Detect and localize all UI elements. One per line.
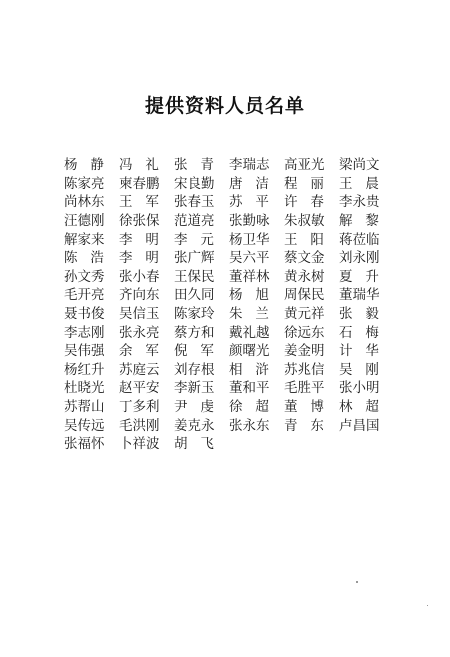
name-cell: 吴信玉	[119, 306, 160, 323]
name-cell: 张小春	[119, 268, 160, 285]
name-row	[64, 398, 404, 417]
name-cell: 姜金明	[284, 343, 325, 360]
name-cell: 王保民	[174, 268, 215, 285]
name-row	[64, 416, 404, 435]
name-row	[64, 361, 404, 380]
name-cell: 计华	[339, 343, 392, 360]
name-cell: 倪军	[174, 343, 227, 360]
name-cell: 颜曙光	[229, 343, 270, 360]
name-cell: 石梅	[339, 324, 392, 341]
name-cell: 王晨	[339, 175, 392, 192]
name-cell: 张毅	[339, 306, 392, 323]
name-cell: 吴六平	[229, 250, 270, 267]
name-row	[64, 249, 404, 268]
name-list	[64, 156, 404, 454]
name-cell: 张勤咏	[229, 213, 270, 230]
name-cell: 张广辉	[174, 250, 215, 267]
scan-speck	[356, 581, 358, 583]
name-row	[64, 212, 404, 231]
name-cell: 冯礼	[119, 157, 172, 174]
name-cell: 陈家亮	[64, 175, 105, 192]
name-cell: 杜晓光	[64, 380, 105, 397]
name-cell: 宋良勤	[174, 175, 215, 192]
name-cell: 王军	[119, 194, 172, 211]
name-cell: 苏庭云	[119, 361, 160, 378]
name-cell: 刘永刚	[339, 250, 380, 267]
name-cell: 孙文秀	[64, 268, 105, 285]
name-row	[64, 286, 404, 305]
name-row	[64, 342, 404, 361]
name-cell: 张福怀	[64, 436, 105, 453]
name-cell: 田久同	[174, 287, 215, 304]
name-cell: 李新玉	[174, 380, 215, 397]
name-cell: 余军	[119, 343, 172, 360]
name-cell: 董和平	[229, 380, 270, 397]
name-row	[64, 323, 404, 342]
name-cell: 程丽	[284, 175, 337, 192]
name-cell: 张小明	[339, 380, 380, 397]
name-cell: 李明	[119, 231, 172, 248]
name-cell: 相浒	[229, 361, 282, 378]
name-cell: 董祥林	[229, 268, 270, 285]
name-row	[64, 305, 404, 324]
name-cell: 张春玉	[174, 194, 215, 211]
name-cell: 李元	[174, 231, 227, 248]
name-cell: 唐洁	[229, 175, 282, 192]
name-cell: 董博	[284, 399, 337, 416]
name-cell: 解黎	[339, 213, 392, 230]
name-cell: 朱兰	[229, 306, 282, 323]
name-cell: 苏平	[229, 194, 282, 211]
name-row	[64, 268, 404, 287]
name-row	[64, 193, 404, 212]
name-cell: 卢昌国	[339, 417, 380, 434]
name-cell: 毛洪刚	[119, 417, 160, 434]
name-row	[64, 230, 404, 249]
name-cell: 蒋莅临	[339, 231, 380, 248]
name-row	[64, 435, 404, 454]
name-cell: 李志刚	[64, 324, 105, 341]
name-cell: 吴刚	[339, 361, 392, 378]
name-cell: 赵平安	[119, 380, 160, 397]
name-cell: 卜祥波	[119, 436, 160, 453]
name-cell: 蔡文金	[284, 250, 325, 267]
name-cell: 董瑞华	[339, 287, 380, 304]
name-cell: 范道亮	[174, 213, 215, 230]
name-cell: 聂书俊	[64, 306, 105, 323]
name-cell: 黄永树	[284, 268, 325, 285]
name-cell: 梁尚文	[339, 157, 380, 174]
name-cell: 王阳	[284, 231, 337, 248]
name-row	[64, 156, 404, 175]
name-cell: 刘存根	[174, 361, 215, 378]
name-cell: 吴传远	[64, 417, 105, 434]
name-cell: 齐向东	[119, 287, 160, 304]
name-row	[64, 175, 404, 194]
name-cell: 戴礼越	[229, 324, 270, 341]
name-cell: 周保民	[284, 287, 325, 304]
name-cell: 青东	[284, 417, 337, 434]
name-cell: 徐远东	[284, 324, 325, 341]
name-cell: 姜克永	[174, 417, 215, 434]
name-cell: 陈家玲	[174, 306, 215, 323]
page-title: 提供资料人员名单	[144, 95, 305, 117]
name-cell: 张青	[174, 157, 227, 174]
name-cell: 张永亮	[119, 324, 160, 341]
name-cell: 夏升	[339, 268, 392, 285]
name-cell: 尹虔	[174, 399, 227, 416]
name-cell: 李永贵	[339, 194, 380, 211]
name-cell: 徐超	[229, 399, 282, 416]
name-cell: 黄元祥	[284, 306, 325, 323]
name-cell: 汪德刚	[64, 213, 105, 230]
name-cell: 苏帮山	[64, 399, 105, 416]
name-cell: 林超	[339, 399, 392, 416]
name-cell: 朱叔敏	[284, 213, 325, 230]
name-cell: 张永东	[229, 417, 270, 434]
name-cell: 李瑞志	[229, 157, 270, 174]
name-cell: 尚林东	[64, 194, 105, 211]
name-cell: 杨卫华	[229, 231, 270, 248]
name-cell: 陈浩	[64, 250, 117, 267]
name-cell: 吴伟强	[64, 343, 105, 360]
name-cell: 丁多利	[119, 399, 160, 416]
name-cell: 杨旭	[229, 287, 282, 304]
name-cell: 李明	[119, 250, 172, 267]
name-row	[64, 379, 404, 398]
name-cell: 毛胜平	[284, 380, 325, 397]
name-cell: 许春	[284, 194, 337, 211]
name-cell: 苏兆信	[284, 361, 325, 378]
name-cell: 蔡方和	[174, 324, 215, 341]
name-cell: 胡飞	[174, 436, 227, 453]
name-cell: 解家来	[64, 231, 105, 248]
name-cell: 柬春鹏	[119, 175, 160, 192]
name-cell: 徐张保	[119, 213, 160, 230]
name-cell: 杨静	[64, 157, 117, 174]
name-cell: 毛开亮	[64, 287, 105, 304]
name-cell: 杨红升	[64, 361, 105, 378]
scan-speck	[427, 605, 428, 606]
name-cell: 高亚光	[284, 157, 325, 174]
